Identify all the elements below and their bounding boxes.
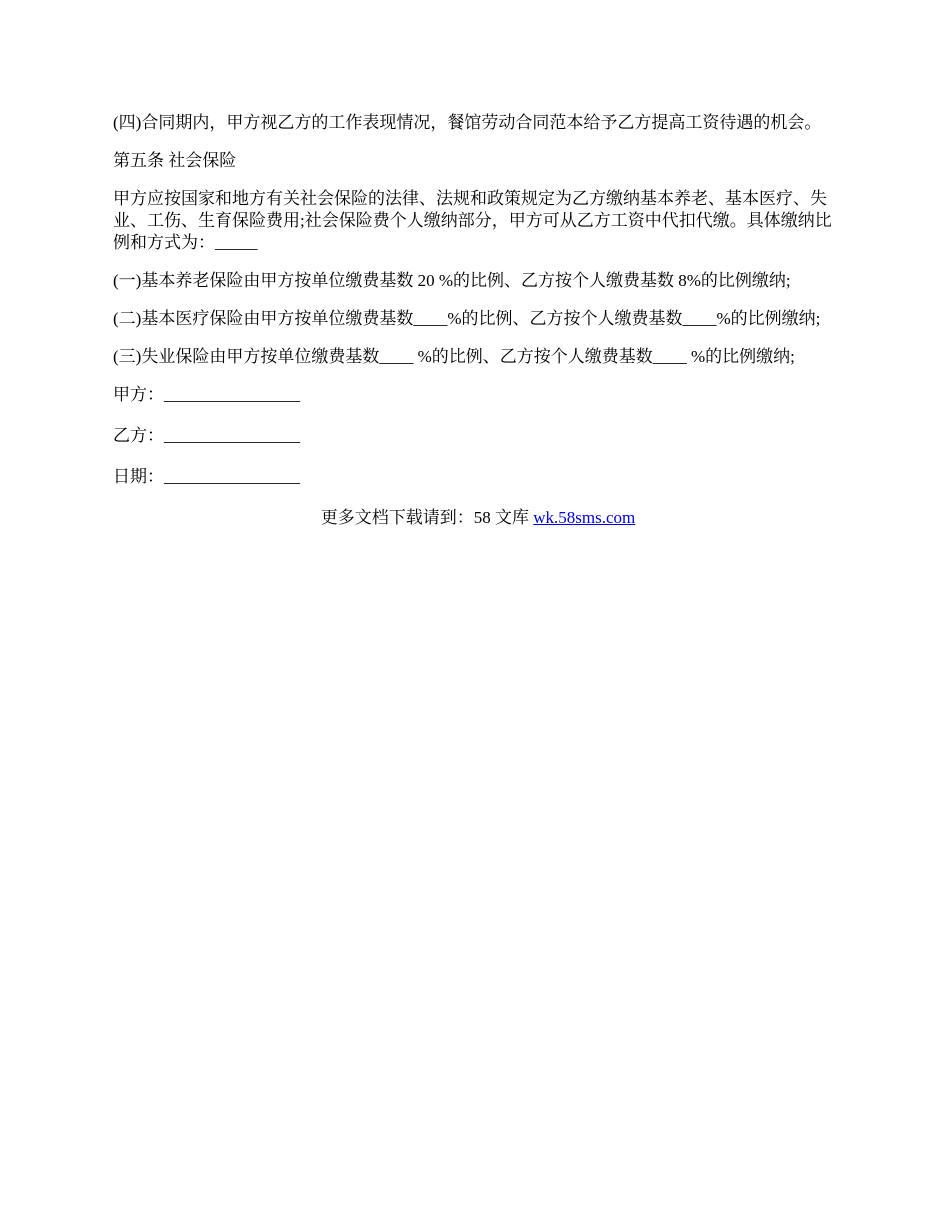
paragraph-medical-insurance: (二)基本医疗保险由甲方按单位缴费基数____%的比例、乙方按个人缴费基数____%的比例缴纳; — [113, 309, 821, 328]
document-page — [113, 112, 843, 529]
paragraph-unemployment-insurance: (三)失业保险由甲方按单位缴费基数____ %的比例、乙方按个人缴费基数____ %的比例缴纳; — [113, 347, 795, 366]
signature-party-b — [113, 425, 843, 447]
signature-party-a — [113, 384, 843, 406]
signature-date — [113, 466, 843, 488]
footer-prefix: 更多文档下载请到：58 文库 — [320, 508, 534, 527]
signature-blank: ________________ — [164, 467, 300, 486]
section-heading-social-insurance: 第五条 社会保险 — [113, 151, 237, 170]
paragraph-insurance-obligation: 甲方应按国家和地方有关社会保险的法律、法规和政策规定为乙方缴纳基本养老、基本医疗、失业、工伤、生育保险费用;社会保险费个人缴纳部分，甲方可从乙方工资中代扣代缴。具体缴纳比例和方式为：_____ — [113, 189, 832, 252]
paragraph-salary-opportunity: (四)合同期内，甲方视乙方的工作表现情况，餐馆劳动合同范本给予乙方提高工资待遇的机会。 — [113, 113, 822, 132]
signature-label: 日期： — [113, 467, 164, 486]
footer-download-note — [113, 507, 843, 529]
footer-link[interactable]: wk.58sms.com — [533, 508, 636, 527]
signature-blank: ________________ — [164, 426, 300, 445]
signature-blank: ________________ — [164, 385, 300, 404]
paragraph-pension-insurance: (一)基本养老保险由甲方按单位缴费基数 20 %的比例、乙方按个人缴费基数 8%的比例缴纳; — [113, 271, 791, 290]
signature-label: 甲方： — [113, 385, 164, 404]
signature-label: 乙方： — [113, 426, 164, 445]
